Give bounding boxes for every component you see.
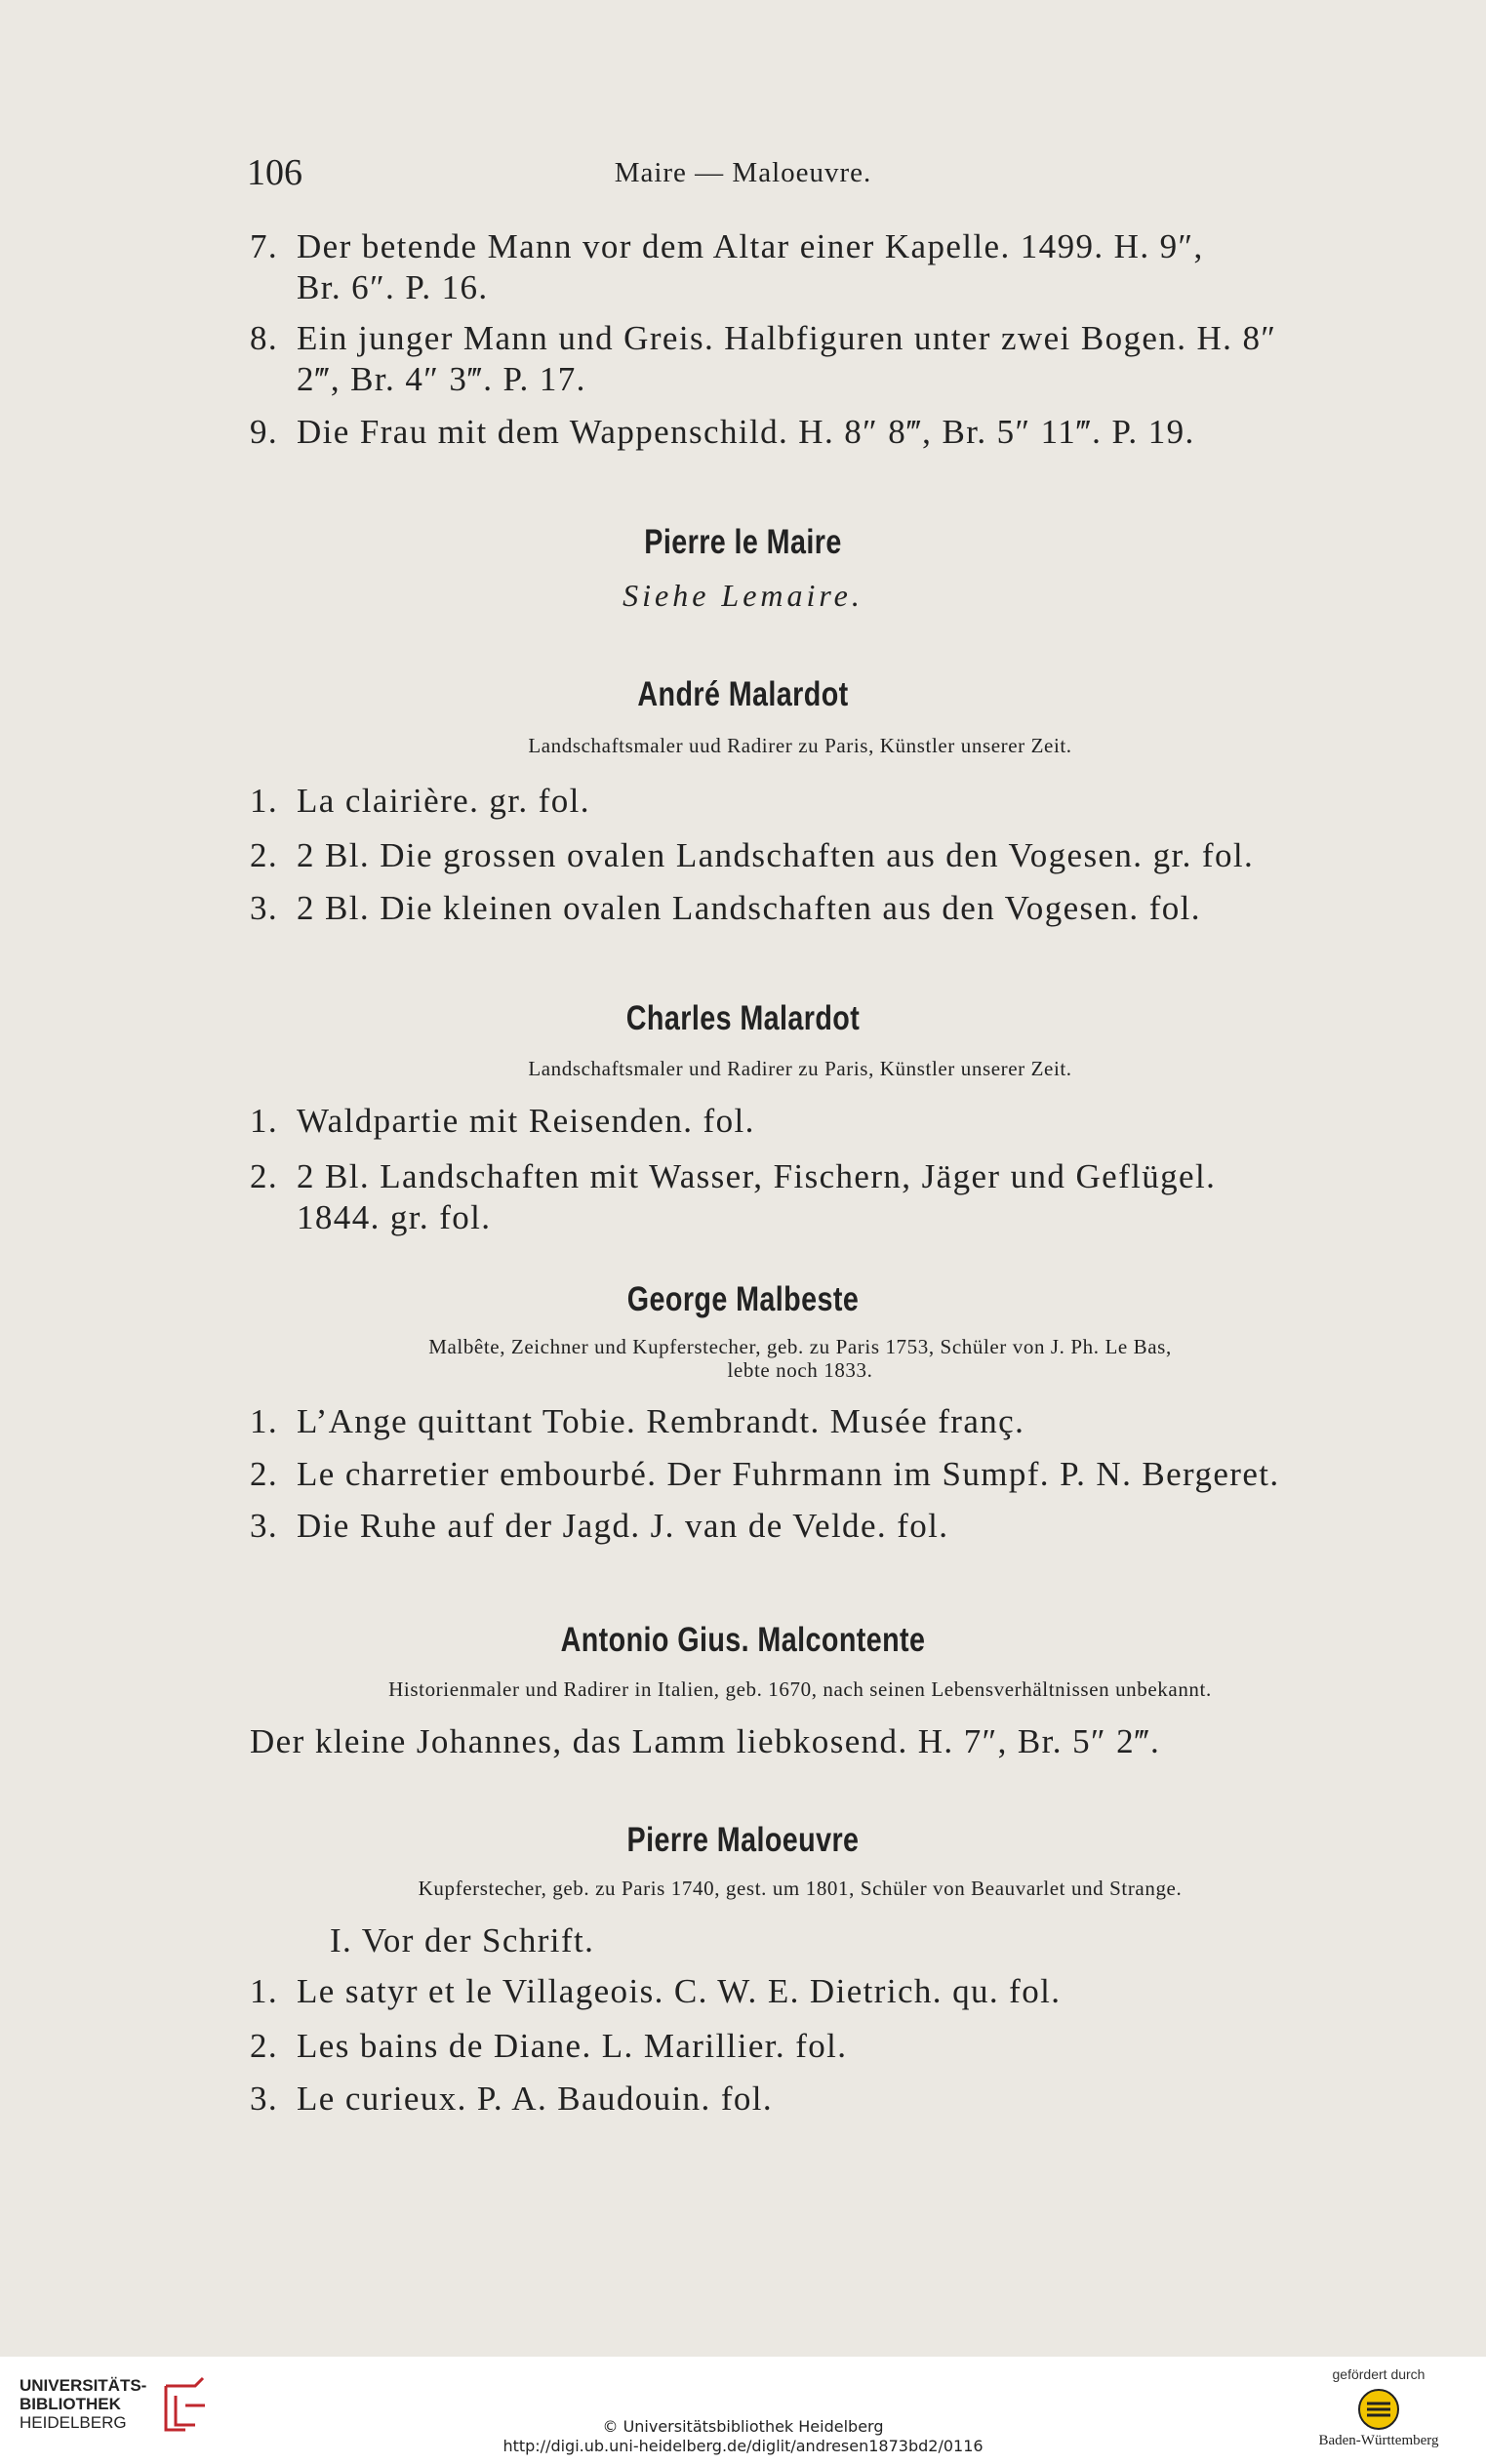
copyright-notice: © Universitätsbibliothek Heidelberg http://digi.ub.uni-heidelberg.de/diglit/andresen1873bd2/0116 [0,2417,1486,2456]
list-item: 8. Ein junger Mann und Greis. Halbfiguren unter zwei Bogen. H. 8″ 2‴, Br. 4″ 3‴. P. 17. [250,319,1277,398]
section-heading: Pierre le Maire [644,523,842,561]
list-item: 3. 2 Bl. Die kleinen ovalen Landschaften aus den Vogesen. fol. [250,889,1201,927]
section-heading: Charles Malardot [625,999,861,1037]
list-item: 2. Le charretier embourbé. Der Fuhrmann im Sumpf. P. N. Bergeret. [250,1455,1280,1493]
library-logo[interactable]: UNIVERSITÄTS- BIBLIOTHEK HEIDELBERG [20,2376,215,2444]
running-title: Maire — Maloeuvre. [614,157,872,188]
list-item: 1. L’Ange quittant Tobie. Rembrandt. Musée franç. [250,1402,1025,1440]
list-item: 2. 2 Bl. Landschaften mit Wasser, Fischern, Jäger und Geflügel. 1844. gr. fol. [250,1157,1217,1236]
section-heading: Pierre Maloeuvre [626,1821,860,1859]
section-description: Historienmaler und Radirer in Italien, geb. 1670, nach seinen Lebensverhältnissen unbekannt. [388,1677,1212,1701]
list-item: 3. Die Ruhe auf der Jagd. J. van de Velde. fol. [250,1507,949,1545]
coat-of-arms-icon [1357,2388,1400,2431]
running-head [0,151,1486,200]
list-item: 1. Waldpartie mit Reisenden. fol. [250,1102,755,1140]
list-item: 1. Le satyr et le Villageois. C. W. E. Dietrich. qu. fol. [250,1972,1062,2010]
section-heading: George Malbeste [626,1280,860,1318]
list-item: 2. 2 Bl. Die grossen ovalen Landschaften aus den Vogesen. gr. fol. [250,836,1255,874]
list-item: Der kleine Johannes, das Lamm liebkosend. H. 7″, Br. 5″ 2‴. [250,1722,1161,1760]
section-description: Malbête, Zeichner und Kupferstecher, geb. zu Paris 1753, Schüler von J. Ph. Le Bas, lebte noch 1833. [428,1335,1172,1382]
section-description: Landschaftsmaler und Radirer zu Paris, Künstler unserer Zeit. [528,1057,1072,1080]
section-heading: Antonio Gius. Malcontente [560,1621,926,1659]
list-item: 3. Le curieux. P. A. Baudouin. fol. [250,2080,774,2118]
section-description: Kupferstecher, geb. zu Paris 1740, gest. um 1801, Schüler von Beauvarlet und Strange. [418,1877,1183,1900]
list-item: 9. Die Frau mit dem Wappenschild. H. 8″ 8‴, Br. 5″ 11‴. P. 19. [250,413,1195,451]
footer-bar [0,2357,1486,2464]
list-item: 2. Les bains de Diane. L. Marillier. fol. [250,2027,848,2065]
section-description: Landschaftsmaler uud Radirer zu Paris, Künstler unserer Zeit. [528,734,1072,757]
list-item: 1. La clairière. gr. fol. [250,782,590,820]
page-number: 106 [247,152,302,193]
funding-logo: gefördert durch Baden-Württemberg [1318,2366,1439,2448]
section-heading: André Malardot [637,675,849,713]
source-url-link[interactable]: http://digi.ub.uni-heidelberg.de/diglit/andresen1873bd2/0116 [502,2437,984,2455]
list-item: 7. Der betende Mann vor dem Altar einer Kapelle. 1499. H. 9″, Br. 6″. P. 16. [250,227,1204,306]
section-subheading: Siehe Lemaire. [623,578,863,613]
subsection-label: I. Vor der Schrift. [330,1921,595,1959]
